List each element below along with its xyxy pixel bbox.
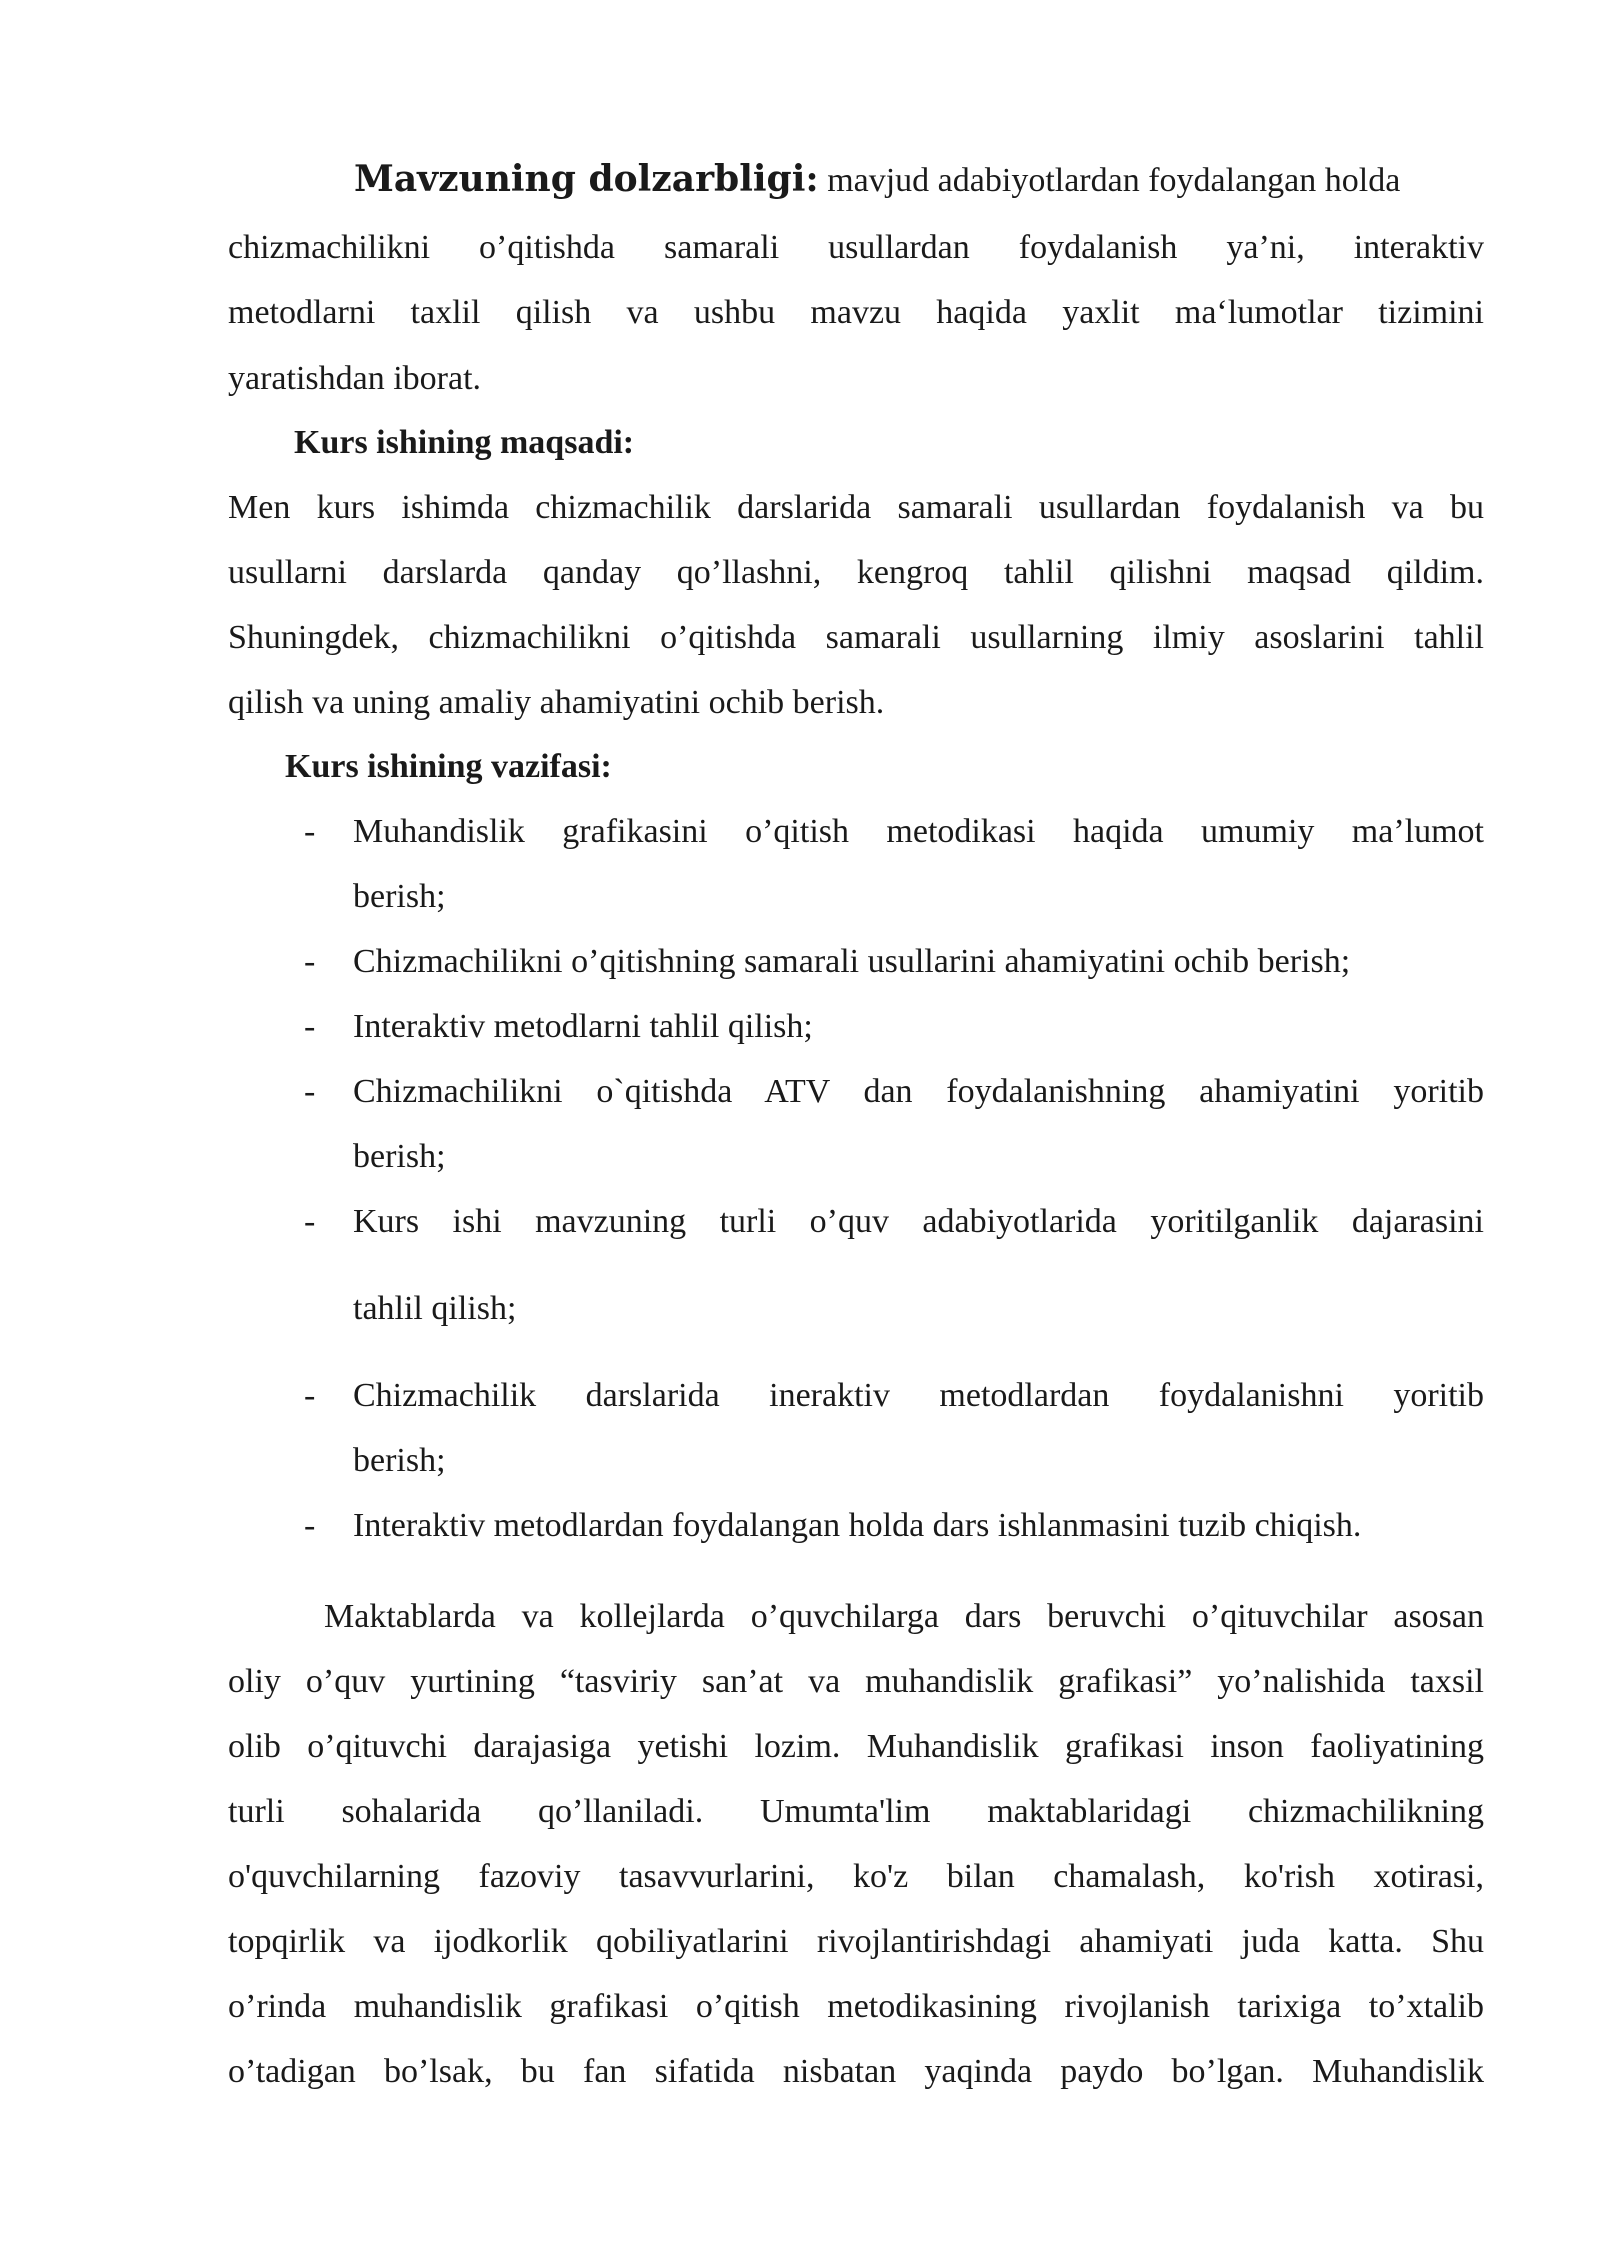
- list-bullet: -: [304, 813, 316, 850]
- list-item-continuation: tahlil qilish;: [353, 1290, 517, 1327]
- list-bullet: -: [304, 1008, 316, 1045]
- list-item: Muhandislik grafikasini o’qitish metodikasi haqida umumiy ma’lumot: [353, 813, 1484, 850]
- goal-line: Men kurs ishimda chizmachilik darslarida samarali usullardan foydalanish va bu: [228, 489, 1484, 526]
- list-item-continuation: berish;: [353, 1442, 446, 1479]
- paragraph-line: olib o’qituvchi darajasiga yetishi lozim. Muhandislik grafikasi inson faoliyatining: [228, 1728, 1484, 1765]
- paragraph-line: o’rinda muhandislik grafikasi o’qitish metodikasining rivojlanish tarixiga to’xtalib: [228, 1988, 1484, 2025]
- paragraph-line: Maktablarda va kollejlarda o’quvchilarga dars beruvchi o’qituvchilar asosan: [324, 1598, 1484, 1635]
- goal-heading: Kurs ishining maqsadi:: [294, 424, 635, 461]
- list-item: Interaktiv metodlardan foydalangan holda dars ishlanmasini tuzib chiqish.: [353, 1507, 1362, 1544]
- relevance-line: metodlarni taxlil qilish va ushbu mavzu haqida yaxlit ma‘lumotlar tizimini: [228, 294, 1484, 331]
- paragraph-line: oliy o’quv yurtining “tasviriy san’at va muhandislik grafikasi” yo’nalishida taxsil: [228, 1663, 1484, 1700]
- list-bullet: -: [304, 943, 316, 980]
- list-item: Interaktiv metodlarni tahlil qilish;: [353, 1008, 813, 1045]
- paragraph-line: turli sohalarida qo’llaniladi. Umumta'lim maktablaridagi chizmachilikning: [228, 1793, 1484, 1830]
- tasks-heading: Kurs ishining vazifasi:: [285, 748, 612, 785]
- paragraph-line: o'quvchilarning fazoviy tasavvurlarini, ko'z bilan chamalash, ko'rish xotirasi,: [228, 1858, 1484, 1895]
- goal-line: qilish va uning amaliy ahamiyatini ochib berish.: [228, 684, 885, 721]
- list-bullet: -: [304, 1073, 316, 1110]
- goal-line: Shuningdek, chizmachilikni o’qitishda samarali usullarning ilmiy asoslarini tahlil: [228, 619, 1484, 656]
- document-page: [228, 0, 1484, 2262]
- relevance-heading: Mavzuning dolzarbligi:: [354, 158, 819, 200]
- list-bullet: -: [304, 1377, 316, 1414]
- list-bullet: -: [304, 1203, 316, 1240]
- paragraph-line: topqirlik va ijodkorlik qobiliyatlarini rivojlantirishdagi ahamiyati juda katta. Shu: [228, 1923, 1484, 1960]
- relevance-first-line: [354, 157, 1484, 203]
- paragraph-line: o’tadigan bo’lsak, bu fan sifatida nisbatan yaqinda paydo bo’lgan. Muhandislik: [228, 2053, 1484, 2090]
- list-item: Chizmachilik darslarida ineraktiv metodlardan foydalanishni yoritib: [353, 1377, 1484, 1414]
- relevance-line: yaratishdan iborat.: [228, 360, 482, 397]
- list-item-continuation: berish;: [353, 1138, 446, 1175]
- list-item: Chizmachilikni o’qitishning samarali usullarini ahamiyatini ochib berish;: [353, 943, 1351, 980]
- list-item-continuation: berish;: [353, 878, 446, 915]
- relevance-text: mavjud adabiyotlardan foydalangan holda: [827, 162, 1401, 199]
- goal-line: usullarni darslarda qanday qo’llashni, kengroq tahlil qilishni maqsad qildim.: [228, 554, 1484, 591]
- list-bullet: -: [304, 1507, 316, 1544]
- relevance-line: chizmachilikni o’qitishda samarali usullardan foydalanish ya’ni, interaktiv: [228, 229, 1484, 266]
- list-item: Kurs ishi mavzuning turli o’quv adabiyotlarida yoritilganlik dajarasini: [353, 1203, 1484, 1240]
- list-item: Chizmachilikni o`qitishda ATV dan foydalanishning ahamiyatini yoritib: [353, 1073, 1484, 1110]
